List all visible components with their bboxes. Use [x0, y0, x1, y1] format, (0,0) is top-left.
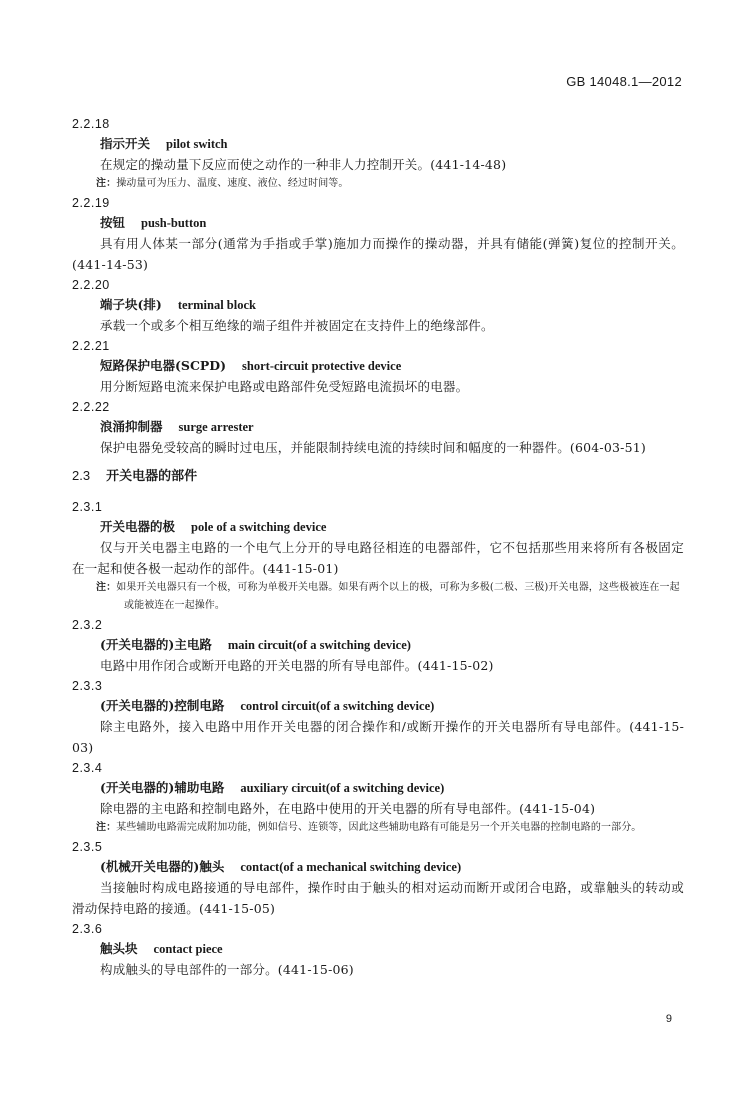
term-zh: (开关电器的)辅助电路	[100, 780, 225, 795]
note-label: 注：	[96, 178, 117, 189]
clause-number: 2.2.20	[72, 278, 110, 292]
term-en: surge arrester	[178, 420, 254, 434]
term-definition: 除电器的主电路和控制电路外，在电路中使用的开关电器的所有导电部件。(441-15-04)	[100, 801, 596, 816]
term-entry	[72, 497, 684, 615]
term-entry	[72, 837, 684, 919]
term-title	[100, 356, 684, 376]
term-definition: 在规定的操动量下反应而使之动作的一种非人力控制开关。(441-14-48)	[100, 157, 507, 172]
term-en: terminal block	[177, 298, 256, 312]
term-en: contact(of a mechanical switching device)	[240, 860, 462, 874]
term-definition: 当接触时构成电路接通的导电部件，操作时由于触头的相对运动而断开或闭合电路，或靠触头的转动或滑动保持电路的接通。(441-15-05)	[72, 880, 684, 916]
term-title	[100, 134, 684, 154]
term-definition: 保护电器免受较高的瞬时过电压，并能限制持续电流的持续时间和幅度的一种器件。(604-03-51)	[100, 440, 646, 455]
term-zh: 短路保护电器(SCPD)	[100, 358, 227, 373]
clause-number: 2.3.5	[72, 840, 103, 854]
clause-number: 2.2.19	[72, 196, 110, 210]
clause-number: 2.2.22	[72, 400, 110, 414]
term-entry	[72, 615, 684, 676]
term-definition: 用分断短路电流来保护电路或电路部件免受短路电流损坏的电器。	[100, 379, 469, 394]
term-zh: 端子块(排)	[100, 297, 162, 312]
term-zh: (机械开关电器的)触头	[100, 859, 225, 874]
term-en: pole of a switching device	[191, 520, 327, 534]
section-heading	[72, 464, 684, 489]
term-zh: 指示开关	[100, 136, 151, 151]
term-title	[100, 939, 684, 959]
term-title	[100, 696, 684, 716]
term-title	[100, 417, 684, 437]
term-zh: 开关电器的极	[100, 519, 176, 534]
term-entry	[72, 758, 684, 837]
term-entry	[72, 114, 684, 193]
term-title	[100, 213, 684, 233]
page-number: 9	[665, 1013, 672, 1025]
term-title	[100, 635, 684, 655]
term-en: control circuit(of a switching device)	[240, 699, 435, 713]
term-en: pilot switch	[166, 137, 228, 151]
term-note	[96, 579, 684, 615]
term-entry	[72, 676, 684, 758]
term-zh: 按钮	[100, 215, 126, 230]
term-definition: 构成触头的导电部件的一部分。(441-15-06)	[100, 962, 354, 977]
clause-number: 2.3.1	[72, 500, 103, 514]
term-entry	[72, 193, 684, 275]
term-title	[100, 295, 684, 315]
term-zh: (开关电器的)主电路	[100, 637, 212, 652]
clause-number: 2.3.4	[72, 761, 103, 775]
note-text: 某些辅助电路需完成附加功能，例如信号、连锁等，因此这些辅助电路有可能是另一个开关电器的控制电路的一部分。	[116, 822, 642, 833]
term-entry	[72, 275, 684, 336]
term-title	[100, 517, 684, 537]
term-en: main circuit(of a switching device)	[227, 638, 411, 652]
term-zh: 触头块	[100, 941, 138, 956]
clause-number: 2.2.18	[72, 117, 110, 131]
term-definition: 除主电路外，接入电路中用作开关电器的闭合操作和/或断开操作的开关电器所有导电部件。(441-15-03)	[72, 719, 684, 755]
term-definition: 电路中用作闭合或断开电路的开关电器的所有导电部件。(441-15-02)	[100, 658, 494, 673]
term-en: push-button	[141, 216, 207, 230]
term-en: contact piece	[153, 942, 223, 956]
note-label: 注：	[96, 582, 117, 593]
clause-number: 2.3.2	[72, 618, 103, 632]
note-text: 操动量可为压力、温度、速度、液位、经过时间等。	[116, 178, 349, 189]
term-title	[100, 778, 684, 798]
term-entry	[72, 919, 684, 980]
term-en: auxiliary circuit(of a switching device)	[240, 781, 445, 795]
term-title	[100, 857, 684, 877]
section-number: 2.3	[72, 468, 91, 483]
standard-code: GB 14048.1—2012	[566, 74, 682, 89]
note-label: 注：	[96, 822, 117, 833]
term-definition: 具有用人体某一部分(通常为手指或手掌)施加力而操作的操动器，并具有储能(弹簧)复位的控制开关。(441-14-53)	[72, 236, 684, 272]
note-text: 如果开关电器只有一个极，可称为单极开关电器。如果有两个以上的极，可称为多极(二极、三极)开关电器，这些极被连在一起或能被连在一起操作。	[116, 582, 680, 611]
clause-number: 2.3.6	[72, 922, 103, 936]
clause-number: 2.3.3	[72, 679, 103, 693]
term-definition: 承载一个或多个相互绝缘的端子组件并被固定在支持件上的绝缘部件。	[100, 318, 494, 333]
clause-number: 2.2.21	[72, 339, 110, 353]
term-note	[96, 819, 684, 837]
term-en: short-circuit protective device	[242, 359, 402, 373]
term-entry	[72, 336, 684, 397]
term-entry	[72, 397, 684, 458]
term-note	[96, 175, 684, 193]
term-zh: (开关电器的)控制电路	[100, 698, 225, 713]
term-zh: 浪涌抑制器	[100, 419, 163, 434]
document-body	[72, 114, 684, 980]
section-title: 开关电器的部件	[106, 469, 198, 484]
term-definition: 仅与开关电器主电路的一个电气上分开的导电路径相连的电器部件，它不包括那些用来将所有各极固定在一起和使各极一起动作的部件。(441-15-01)	[72, 540, 684, 576]
